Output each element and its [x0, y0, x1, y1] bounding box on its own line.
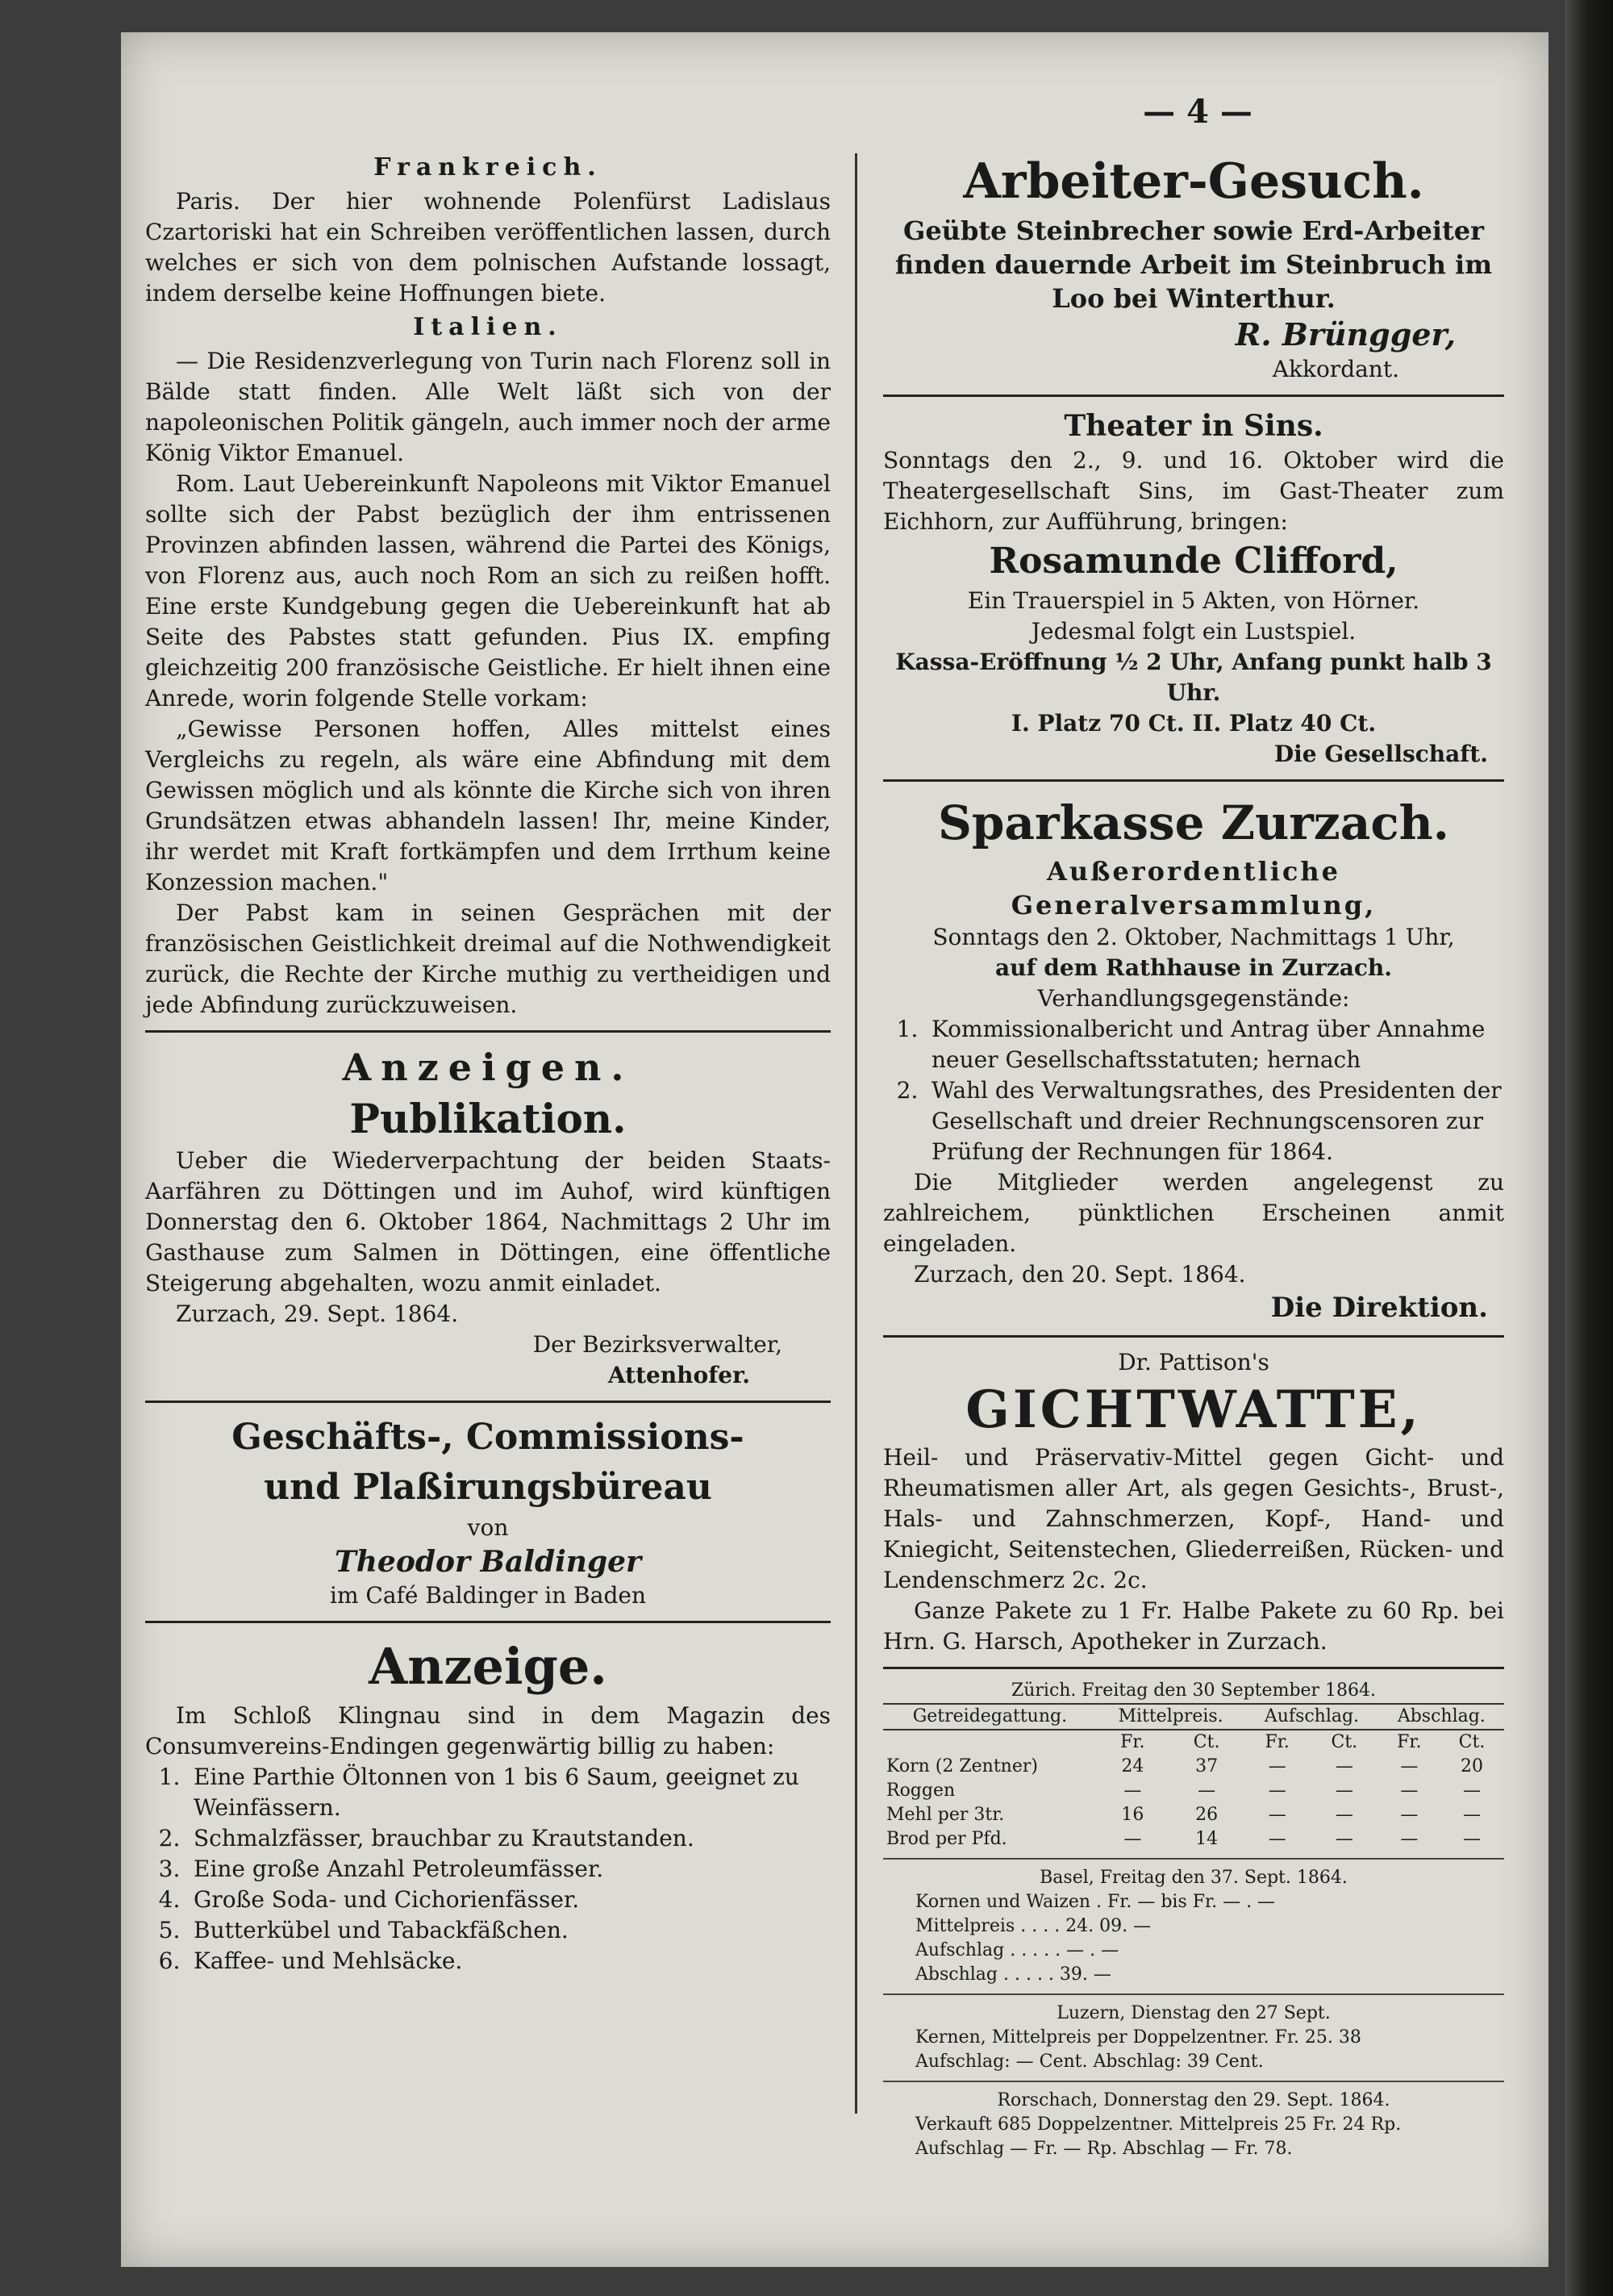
frankreich-text: Paris. Der hier wohnende Polenfürst Ladislaus Czartoriski hat ein Schreiben veröffentlichen lassen, durch welches er sich von dem polnischen Aufstande lossagt, indem derselbe keine Hoffnungen biete. — [145, 188, 831, 307]
table-subheader: Fr. — [1265, 1732, 1290, 1752]
table-subheader: Ct. — [1331, 1732, 1358, 1752]
rorschach-title: Rorschach, Donnerstag den 29. Sept. 1864. — [997, 2090, 1390, 2110]
sparkasse-agenda-heading: Verhandlungsgegenstände: — [1037, 985, 1350, 1012]
left-column — [145, 149, 831, 1977]
sparkasse-date: Sonntags den 2. Oktober, Nachmittags 1 Uhr, — [932, 924, 1455, 950]
sparkasse-heading: Sparkasse Zurzach. — [937, 795, 1449, 850]
basel-line: Abschlag . . . . . 39. — — [915, 1964, 1111, 1985]
arbeiter-signer-title: Akkordant. — [1272, 356, 1399, 382]
rorschach-line: Aufschlag — Fr. — Rp. Abschlag — Fr. 78. — [915, 2139, 1293, 2159]
italien-paragraph-2: Rom. Laut Uebereinkunft Napoleons mit Viktor Emanuel sollte sich der Pabst bezüglich der ihm entrissenen Provinzen abfinden lassen, während die Partei des Königs, von Florenz aus, auch noch Rom an sich zu reißen hofft. Eine erste Kundgebung gegen die Uebereinkunft hat ab Seite des Pabstes statt gefunden. Pius IX. empfing gleichzeitig 200 französische Geistliche. Er hielt ihnen eine Anrede, worin folgende Stelle vorkam: — [145, 470, 831, 712]
publikation-heading: Publikation. — [349, 1095, 627, 1142]
gicht-pre: Dr. Pattison's — [1118, 1349, 1269, 1376]
gicht-price: Ganze Pakete zu 1 Fr. Halbe Pakete zu 60 Rp. bei Hrn. G. Harsch, Apotheker in Zurzach. — [883, 1597, 1504, 1655]
table-row: Korn (2 Zentner) 24 37 — — — 20 — [886, 1756, 1483, 1776]
section-rule — [883, 394, 1504, 397]
table-header: Getreidegattung. — [883, 1704, 1097, 1730]
geschaefts-von: von — [467, 1514, 509, 1541]
table-header: Mittelpreis. — [1097, 1704, 1245, 1730]
section-rule — [883, 779, 1504, 782]
list-item: 1. Kommissionalbericht und Antrag über Annahme neuer Gesellschaftsstatuten; hernach — [896, 1016, 1486, 1073]
list-item: 4. Große Soda- und Cichorienfässer. — [158, 1886, 580, 1913]
italien-heading: Italien. — [413, 313, 563, 341]
list-item: 5. Butterkübel und Tabackfäßchen. — [158, 1917, 569, 1943]
publikation-signer-title: Der Bezirksverwalter, — [532, 1331, 782, 1358]
frankreich-heading: Frankreich. — [373, 153, 602, 182]
section-rule — [883, 1993, 1504, 1995]
arbeiter-heading: Arbeiter-Gesuch. — [963, 153, 1424, 210]
anzeige-intro: Im Schloß Klingnau sind in dem Magazin des Consumvereins-Endingen gegenwärtig billig zu haben: — [145, 1702, 831, 1760]
list-item: 2. Schmalzfässer, brauchbar zu Krautstanden. — [158, 1825, 694, 1851]
gicht-heading: GICHTWATTE, — [965, 1380, 1422, 1440]
list-item: 1. Eine Parthie Öltonnen von 1 bis 6 Saum, geeignet zu Weinfässern. — [158, 1764, 799, 1821]
sparkasse-closing: Die Mitglieder werden angelegenst zu zahlreichem, pünktlichen Erscheinen anmit eingeladen. — [883, 1169, 1504, 1257]
theater-play: Rosamunde Clifford, — [989, 541, 1398, 582]
luzern-line: Kernen, Mittelpreis per Doppelzentner. Fr. 25. 38 — [915, 2027, 1361, 2048]
italien-paragraph-1: — Die Residenzverlegung von Turin nach Florenz soll in Bälde statt finden. Alle Welt läßt sich von der napoleonischen Politik gängeln, auch immer noch der arme König Viktor Emanuel. — [145, 348, 831, 466]
italien-quote: „Gewisse Personen hoffen, Alles mittelst eines Vergleichs zu regeln, als wäre eine Abfindung mit dem Gewissen möglich und als könnte die Kirche sich von ihren Grundsätzen etwas abhandeln lassen! Ihr, meine Kinder, ihr werdet mit Kraft fortkämpfen und dem Irrthum keine Konzession machen." — [145, 716, 831, 895]
anzeigen-heading: Anzeigen. — [342, 1046, 634, 1089]
table-header: Aufschlag. — [1244, 1704, 1378, 1730]
market-prices — [883, 1679, 1504, 2161]
table-header: Abschlag. — [1379, 1704, 1504, 1730]
publikation-signer: Attenhofer. — [607, 1362, 750, 1388]
zurich-title: Zürich. Freitag den 30 September 1864. — [1011, 1680, 1377, 1701]
basel-line: Mittelpreis . . . . 24. 09. — — [915, 1916, 1152, 1936]
newspaper-page — [121, 32, 1548, 2267]
rorschach-line: Verkauft 685 Doppelzentner. Mittelpreis 25 Fr. 24 Rp. — [915, 2114, 1402, 2135]
geschaefts-place: im Café Baldinger in Baden — [330, 1582, 646, 1609]
arbeiter-text: Geübte Steinbrecher sowie Erd-Arbeiter finden dauernde Arbeit im Steinbruch im Loo bei Winterthur. — [894, 215, 1493, 314]
theater-lustspiel: Jedesmal folgt ein Lustspiel. — [1031, 618, 1357, 645]
list-item: 2. Wahl des Verwaltungsrathes, des Presidenten der Gesellschaft und dreier Rechnungscensoren zur Prüfung der Rechnungen für 1864. — [896, 1077, 1502, 1165]
section-rule — [145, 1621, 831, 1623]
theater-prices: I. Platz 70 Ct. II. Platz 40 Ct. — [1011, 710, 1377, 737]
publikation-date: Zurzach, 29. Sept. 1864. — [176, 1300, 459, 1327]
sparkasse-subheading: Außerordentliche Generalversammlung, — [1011, 856, 1377, 920]
section-rule — [883, 1667, 1504, 1669]
geschaefts-line-2: und Plaßirungsbüreau — [264, 1467, 712, 1508]
basel-line: Aufschlag . . . . . — . — — [915, 1940, 1119, 1960]
anzeige-list — [145, 1762, 831, 1977]
theater-kassa: Kassa-Eröffnung ½ 2 Uhr, Anfang punkt halb 3 Uhr. — [895, 649, 1492, 706]
section-rule — [883, 2081, 1504, 2082]
section-rule — [145, 1401, 831, 1403]
luzern-line: Aufschlag: — Cent. Abschlag: 39 Cent. — [915, 2052, 1264, 2072]
arbeiter-signer: R. Brüngger, — [1235, 316, 1456, 353]
luzern-title: Luzern, Dienstag den 27 Sept. — [1057, 2003, 1331, 2023]
theater-play-desc: Ein Trauerspiel in 5 Akten, von Hörner. — [967, 587, 1420, 614]
theater-text: Sonntags den 2., 9. und 16. Oktober wird die Theatergesellschaft Sins, im Gast-Theater zum Eichhorn, zur Aufführung, bringen: — [883, 447, 1504, 535]
basel-line: Kornen und Waizen . Fr. — bis Fr. — . — — [915, 1892, 1276, 1912]
table-subheader: Fr. — [1120, 1732, 1145, 1752]
table-row: Mehl per 3tr. 16 26 — — — — — [886, 1805, 1481, 1825]
table-row: Brod per Pfd. — 14 — — — — — [886, 1829, 1481, 1849]
anzeige-heading: Anzeige. — [369, 1637, 607, 1696]
list-item: 6. Kaffee- und Mehlsäcke. — [158, 1947, 463, 1974]
list-item: 3. Eine große Anzahl Petroleumfässer. — [158, 1856, 604, 1882]
theater-heading: Theater in Sins. — [1064, 409, 1323, 443]
page-number: — 4 — — [1143, 93, 1252, 131]
gicht-text: Heil- und Präservativ-Mittel gegen Gicht- und Rheumatismen aller Art, als gegen Gesichts-, Brust-, Hals- und Zahnschmerzen, Kopf-, Hand- und Kniegicht, Seitenstechen, Gliederreißen, Rücken- und Lendenschmerz 2c. 2c. — [883, 1444, 1504, 1593]
section-rule — [145, 1030, 831, 1033]
section-rule — [883, 1335, 1504, 1338]
column-divider — [855, 153, 857, 2114]
book-spine — [1565, 0, 1613, 2296]
section-rule — [883, 1858, 1504, 1860]
sparkasse-dateline: Zurzach, den 20. Sept. 1864. — [914, 1261, 1246, 1288]
zurich-table — [883, 1703, 1504, 1851]
geschaefts-line-1: Geschäfts-, Commissions- — [231, 1417, 744, 1458]
table-subheader: Ct. — [1193, 1732, 1220, 1752]
italien-paragraph-3: Der Pabst kam in seinen Gesprächen mit der französischen Geistlichkeit dreimal auf die Nothwendigkeit zurück, die Rechte der Kirche muthig zu vertheidigen und jede Abfindung zurückzuweisen. — [145, 900, 831, 1018]
geschaefts-name: Theodor Baldinger — [334, 1545, 642, 1579]
right-column — [883, 149, 1504, 2161]
sparkasse-signer: Die Direktion. — [1270, 1292, 1488, 1324]
sparkasse-place: auf dem Rathhause in Zurzach. — [994, 954, 1393, 981]
table-subheader: Fr. — [1397, 1732, 1422, 1752]
basel-title: Basel, Freitag den 37. Sept. 1864. — [1040, 1868, 1348, 1888]
publikation-text: Ueber die Wiederverpachtung der beiden Staats-Aarfähren zu Döttingen und im Auhof, wird künftigen Donnerstag den 6. Oktober 1864, Nachmittags 2 Uhr im Gasthause zum Salmen in Döttingen, eine öffentliche Steigerung abgehalten, wozu anmit einladet. — [145, 1147, 831, 1296]
table-row: Roggen — — — — — — — [886, 1780, 1481, 1801]
theater-signer: Die Gesellschaft. — [1273, 741, 1488, 767]
table-subheader: Ct. — [1458, 1732, 1486, 1752]
